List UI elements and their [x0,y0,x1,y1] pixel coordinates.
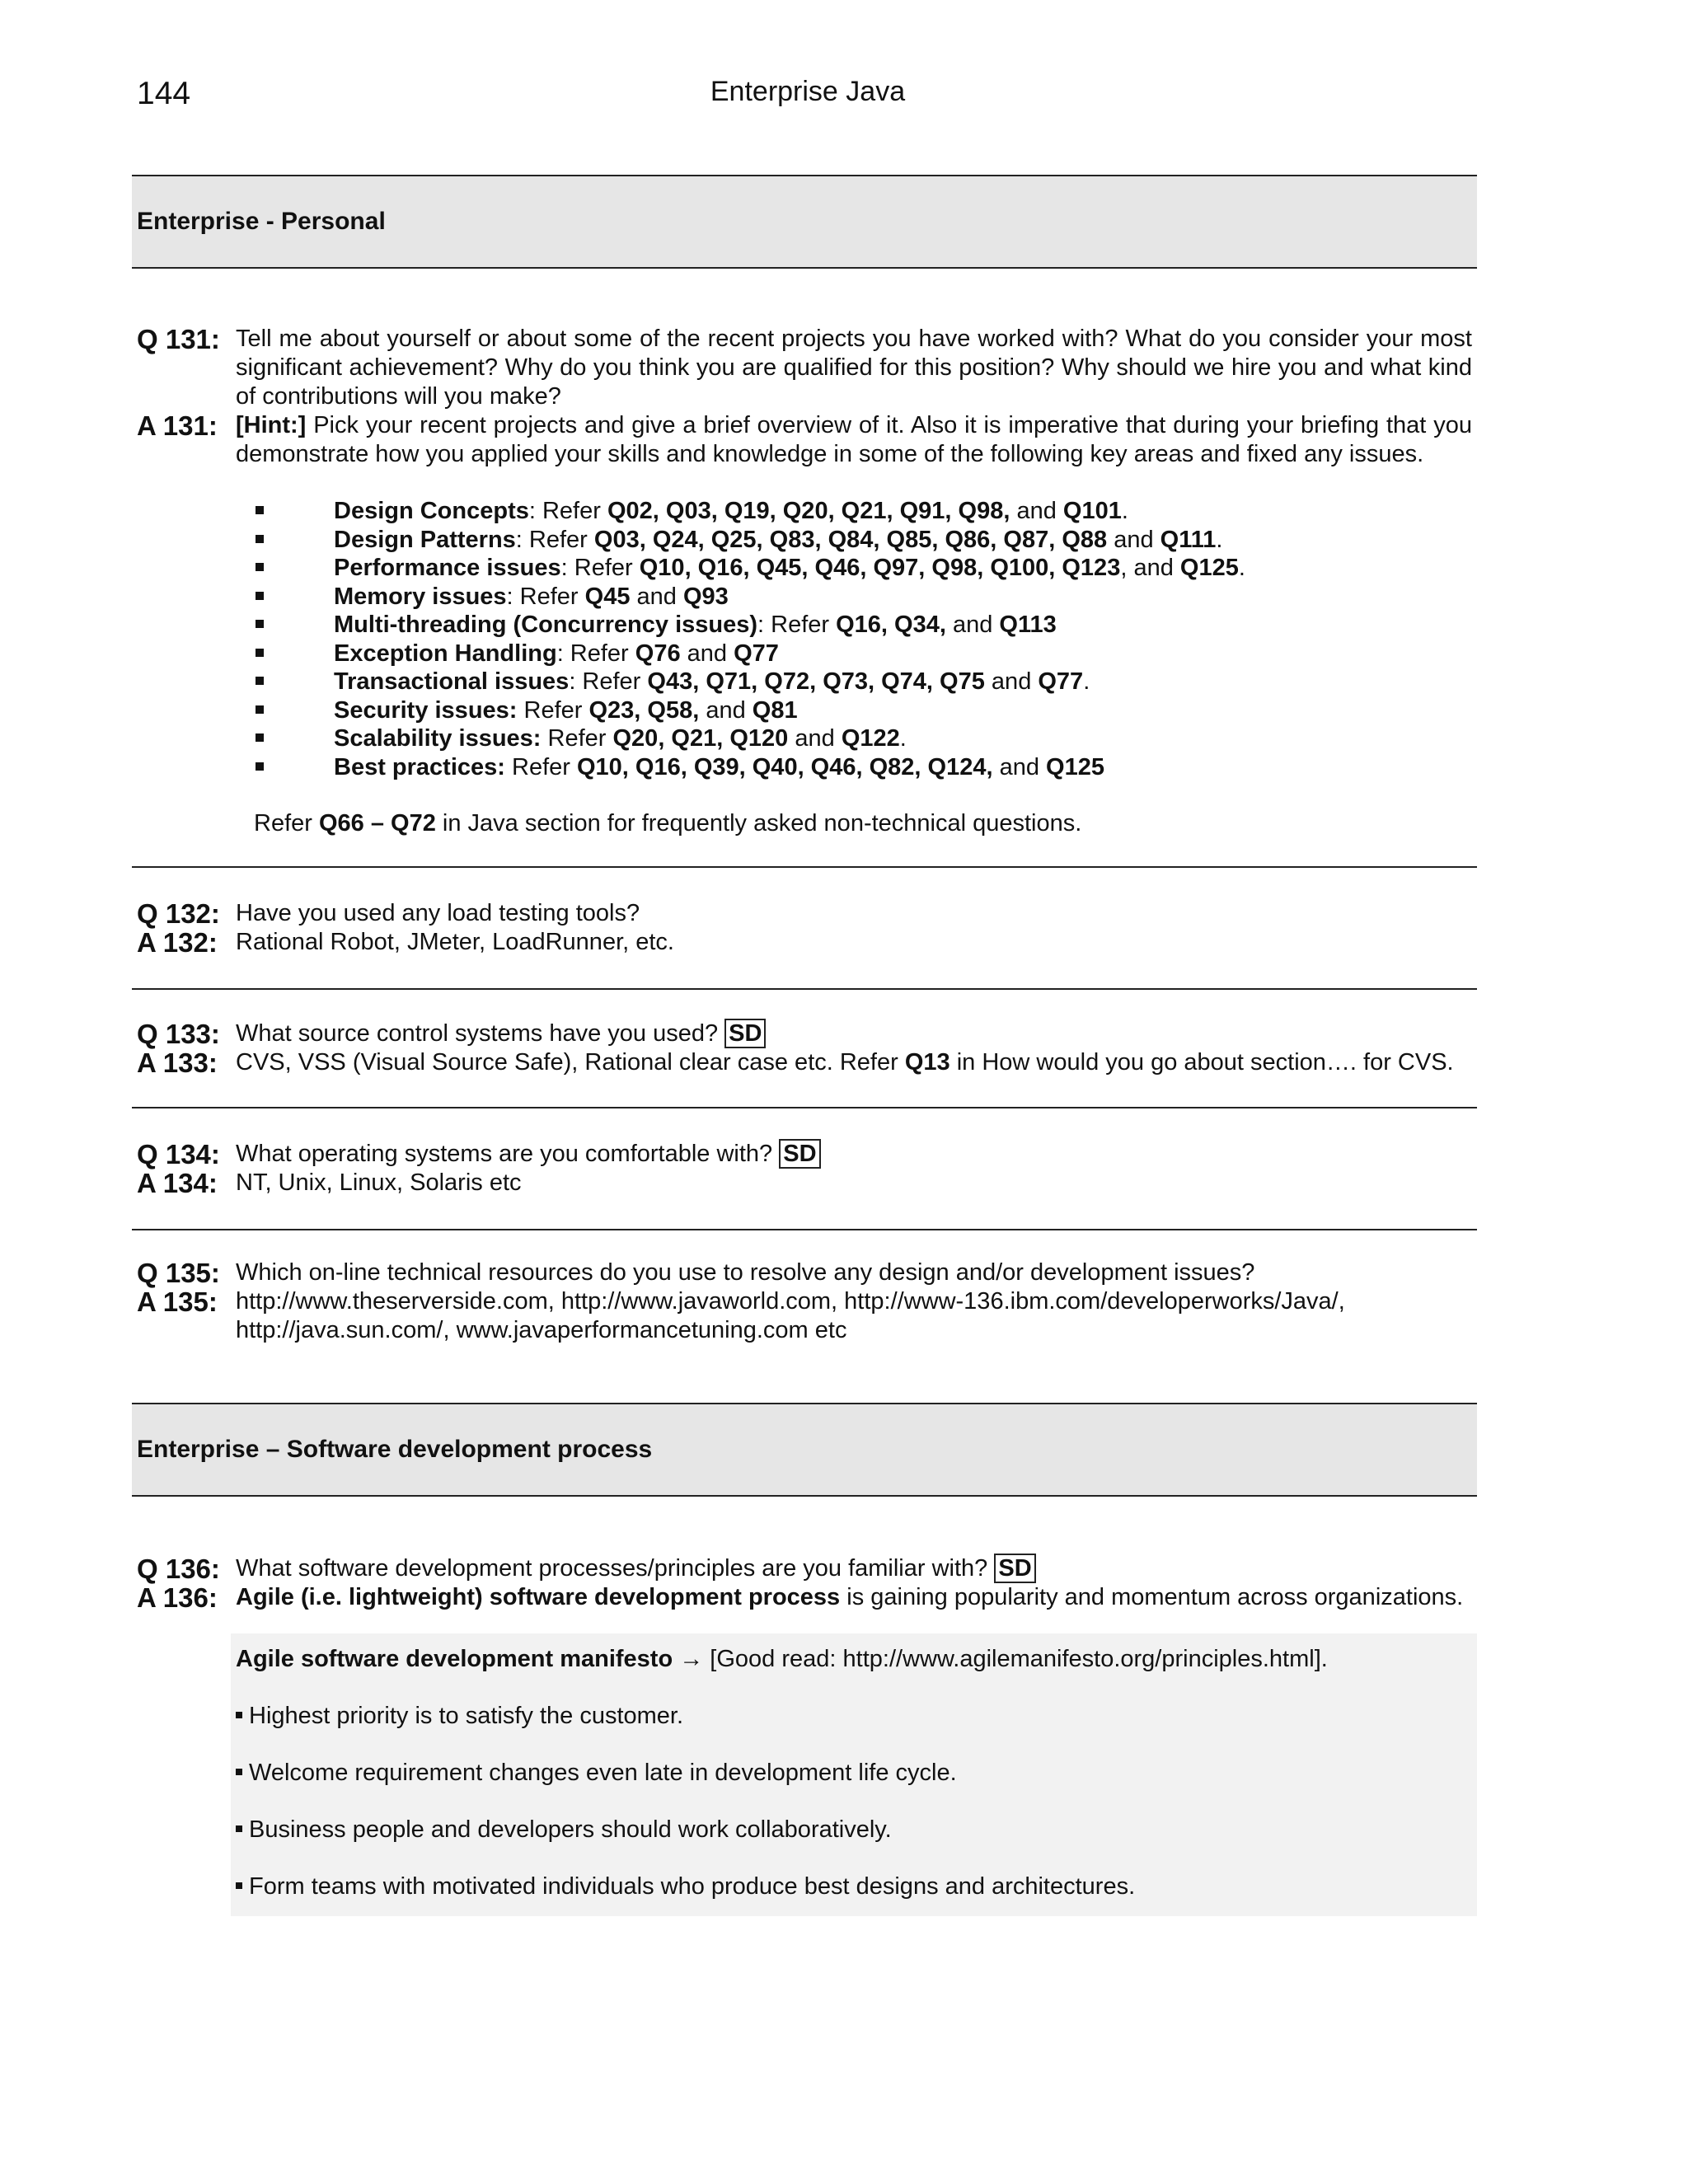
bullet-square-icon [256,620,264,628]
answer-text: Agile (i.e. lightweight) software development process is gaining popularity and momentum across organizations. [236,1584,1464,1610]
qa-132 [132,899,1477,957]
bullet-square-icon [256,592,264,600]
list-item: Transactional issues: Refer Q43, Q71, Q72, Q73, Q74, Q75 and Q77. [132,668,1477,696]
question-text: What source control systems have you used? SD [236,1019,1477,1048]
sd-badge: SD [779,1139,820,1169]
answer-131 [132,411,1477,469]
list-item: Exception Handling: Refer Q76 and Q77 [132,640,1477,668]
divider [132,1229,1477,1230]
question-tag: Q 134: [137,1139,220,1169]
answer-135 [132,1287,1477,1345]
answer-text [236,411,1477,469]
manifesto-heading: Agile software development manifesto → [Good read: http://www.agilemanifesto.org/principles.html]. [236,1646,1328,1672]
section-heading-personal: Enterprise - Personal [132,175,1477,269]
bullet-square-icon [256,506,264,514]
list-item: Best practices: Refer Q10, Q16, Q39, Q40, Q46, Q82, Q124, and Q125 [132,753,1477,782]
question-134 [132,1140,1477,1169]
qa-134 [132,1140,1477,1197]
question-text: What software development processes/principles are you familiar with? SD [236,1554,1477,1583]
answer-text: NT, Unix, Linux, Solaris etc [236,1169,522,1196]
answer-tag: A 131: [137,410,218,441]
list-item: Multi-threading (Concurrency issues): Refer Q16, Q34, and Q113 [132,611,1477,640]
sd-badge: SD [994,1554,1035,1583]
agile-manifesto-box [231,1633,1477,1916]
qa-136 [132,1554,1477,1916]
list-item: Memory issues: Refer Q45 and Q93 [132,583,1477,612]
question-131 [132,325,1477,411]
bullet-square-icon [256,677,264,685]
right-arrow-icon: → [673,1646,710,1672]
answer-tag: A 135: [137,1286,218,1317]
hint-label: [Hint:] [236,412,307,438]
question-136 [132,1554,1477,1583]
question-132 [132,899,1477,928]
question-tag: Q 135: [137,1258,220,1288]
bullet-square-icon [236,1712,242,1718]
question-text: Have you used any load testing tools? [236,900,640,926]
answer-132 [132,928,1477,957]
question-text: Tell me about yourself or about some of the recent projects you have worked with? What do you consider your most significant achievement? Why do you think you are qualified for this position? Why should we hire you and what kind of contributions will you make? [236,326,1472,410]
answer-text: CVS, VSS (Visual Source Safe), Rational clear case etc. Refer Q13 in How would you go about section…. for CVS. [236,1049,1454,1076]
resource-links-line-1: http://www.theserverside.com, http://www.javaworld.com, http://www-136.ibm.com/developerworks/Java/, [236,1288,1345,1315]
manifesto-item: Business people and developers should work collaboratively. [236,1816,1469,1844]
divider [132,866,1477,868]
question-133 [132,1019,1477,1048]
list-item: Scalability issues: Refer Q20, Q21, Q120 and Q122. [132,724,1477,753]
page-content [132,175,1477,1916]
bullet-square-icon [236,1769,242,1775]
answer-134 [132,1169,1477,1197]
list-item: Design Concepts: Refer Q02, Q03, Q19, Q20, Q21, Q91, Q98, and Q101. [132,497,1477,526]
question-tag: Q 133: [137,1019,220,1049]
question-135 [132,1258,1477,1287]
resource-links-line-2: http://java.sun.com/, www.javaperformancetuning.com etc [236,1317,847,1343]
answer-tag: A 133: [137,1047,218,1078]
bullet-square-icon [256,563,264,571]
section-heading-software-development-process: Enterprise – Software development process [132,1403,1477,1497]
answer-tag: A 134: [137,1168,218,1198]
answer-text: Rational Robot, JMeter, LoadRunner, etc. [236,929,674,955]
question-tag: Q 131: [137,324,220,354]
manifesto-item: Highest priority is to satisfy the customer. [236,1702,1469,1731]
list-item: Design Patterns: Refer Q03, Q24, Q25, Q83, Q84, Q85, Q86, Q87, Q88 and Q111. [132,526,1477,555]
manifesto-link-text: [Good read: http://www.agilemanifesto.org/principles.html]. [710,1646,1328,1672]
bullet-square-icon [256,733,264,742]
key-areas-list [132,497,1477,781]
answer-tag: A 136: [137,1582,218,1613]
divider [132,1107,1477,1108]
qa-131 [132,325,1477,838]
bullet-square-icon [256,535,264,543]
divider [132,988,1477,990]
answer-body: Pick your recent projects and give a brief overview of it. Also it is imperative that during your briefing that you demonstrate how you applied your skills and knowledge in some of the following key areas and fixed any issues. [236,412,1472,467]
answer-133 [132,1048,1477,1077]
sd-badge: SD [724,1019,766,1048]
qa-133 [132,1019,1477,1077]
answer-136 [132,1583,1477,1612]
qa-135 [132,1258,1477,1345]
manifesto-item: Form teams with motivated individuals who produce best designs and architectures. [236,1872,1469,1901]
page-number: 144 [137,76,191,111]
answer-text [236,1287,1477,1345]
manifesto-item: Welcome requirement changes even late in development life cycle. [236,1759,1469,1788]
bullet-square-icon [256,705,264,714]
question-tag: Q 132: [137,898,220,929]
answer-tag: A 132: [137,927,218,958]
running-title: Enterprise Java [710,76,906,107]
question-tag: Q 136: [137,1554,220,1584]
bullet-square-icon [236,1825,242,1832]
bullet-square-icon [236,1882,242,1889]
bullet-square-icon [256,762,264,771]
non-technical-note: Refer Q66 – Q72 in Java section for frequently asked non-technical questions. [254,810,1082,837]
question-text: Which on-line technical resources do you use to resolve any design and/or development issues? [236,1259,1255,1286]
list-item: Security issues: Refer Q23, Q58, and Q81 [132,696,1477,725]
question-text: What operating systems are you comfortable with? SD [236,1140,1477,1169]
list-item: Performance issues: Refer Q10, Q16, Q45, Q46, Q97, Q98, Q100, Q123, and Q125. [132,554,1477,583]
bullet-square-icon [256,649,264,657]
